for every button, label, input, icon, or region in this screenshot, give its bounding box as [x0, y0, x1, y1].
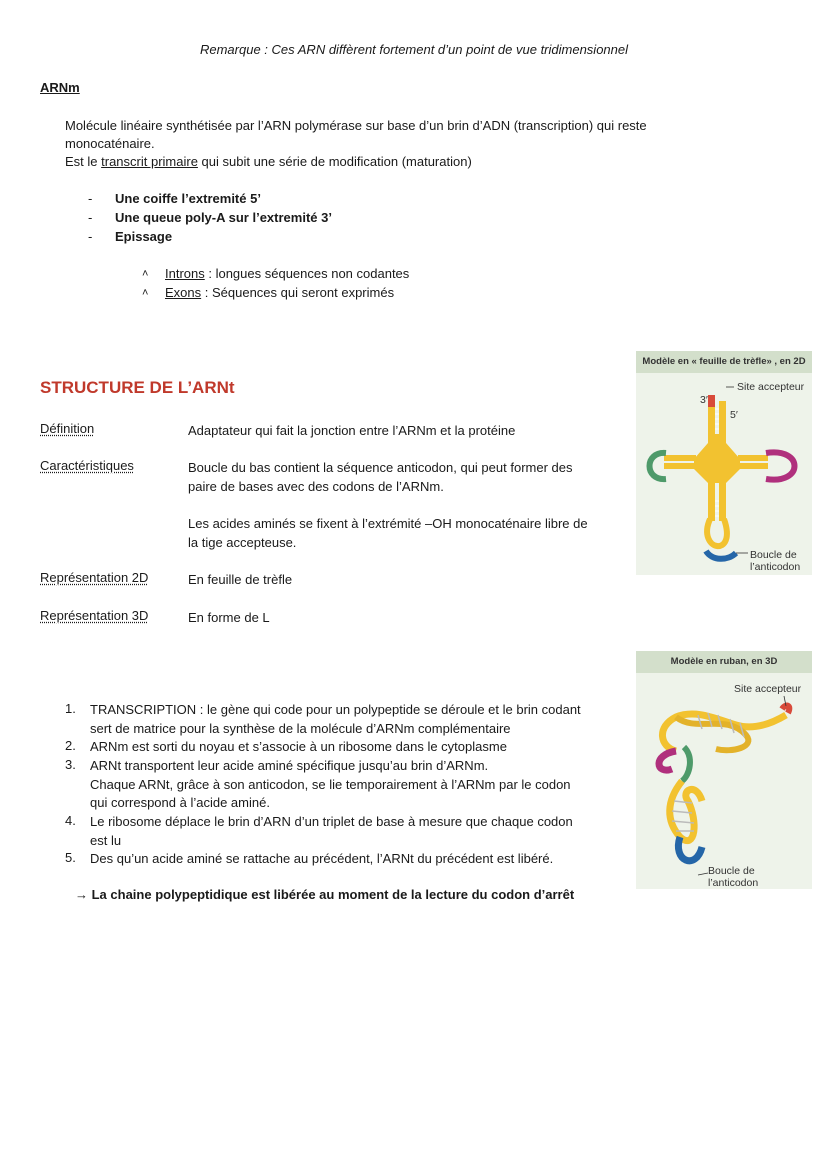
- right-arm-stem-bottom: [738, 463, 768, 469]
- step-number: 1.: [65, 701, 76, 716]
- prime-5-label: 5′: [730, 409, 738, 421]
- loop-label-line1: Boucle de: [750, 549, 797, 561]
- central-junction: [694, 434, 740, 483]
- step5-line1: Des qu’un acide aminé se rattache au précédent, l’ARNt du précédent est libéré.: [90, 851, 554, 866]
- caract-line2: paire de bases avec des codons de l’ARNm.: [188, 479, 444, 494]
- step1-line2: sert de matrice pour la synthèse de la molécule d’ARNm complémentaire: [90, 721, 511, 736]
- loop-label-line2: l’anticodon: [750, 561, 801, 573]
- ribbon-acceptor-site: [782, 706, 789, 713]
- caract-line3: Les acides aminés se fixent à l’extrémité –OH monocaténaire libre de: [188, 516, 588, 531]
- left-arm-stem-bottom: [664, 463, 696, 469]
- site-accepteur-label: Site accepteur: [737, 381, 805, 393]
- introns-desc: : longues séquences non codantes: [204, 266, 410, 281]
- line3-pre: Est le: [65, 154, 102, 169]
- step-number: 2.: [65, 738, 76, 753]
- left-arm-stem-top: [664, 455, 696, 461]
- bullet-queue: Une queue poly-A sur l’extremité 3’: [115, 210, 332, 225]
- figure-ribbon-3d: [636, 651, 812, 889]
- transcrit-primaire: transcrit primaire: [101, 154, 198, 169]
- bullet-dash: -: [88, 210, 93, 225]
- term-representation-3d: Représentation 3D: [40, 608, 149, 623]
- representation-3d-text: En forme de L: [188, 610, 270, 625]
- remark-line: Remarque : Ces ARN diffèrent fortement d’un point de vue tridimensionnel: [199, 42, 629, 57]
- step-number: 3.: [65, 757, 76, 772]
- definition-text: Adaptateur qui fait la jonction entre l’ARNm et la protéine: [188, 423, 516, 438]
- step3-line3: qui correspond à l’acide aminé.: [90, 795, 270, 810]
- arnm-definition-line3: [65, 153, 472, 172]
- triangle-bullet-icon: ˄: [142, 287, 149, 299]
- anticodon-loop: [707, 519, 727, 546]
- loop-label-line2: l’anticodon: [708, 877, 759, 889]
- caract-line1: Boucle du bas contient la séquence anticodon, qui peut former des: [188, 460, 573, 475]
- ribbon-green-loop: [682, 747, 690, 781]
- step2-line1: ARNm est sorti du noyau et s’associe à un ribosome dans le cytoplasme: [90, 739, 507, 754]
- term-caracteristiques: Caractéristiques: [40, 458, 134, 473]
- step4-line2: est lu: [90, 833, 122, 848]
- introns-term: Introns: [165, 266, 205, 281]
- figure-2d-title: Modèle en « feuille de trèfle» , en 2D: [636, 351, 812, 373]
- bullet-coiffe: Une coiffe l’extremité 5’: [115, 191, 261, 206]
- prime-3-label: 3′: [700, 394, 708, 406]
- figure-3d-title: Modèle en ruban, en 3D: [636, 651, 812, 673]
- anticodon-triplet: [706, 551, 736, 559]
- structure-title: STRUCTURE DE L’ARNt: [40, 378, 235, 397]
- term-representation-2d: Représentation 2D: [40, 570, 149, 585]
- bullet-dash: -: [88, 229, 93, 244]
- introns-line: [165, 266, 409, 281]
- step1-line1: TRANSCRIPTION : le gène qui code pour un polypeptide se déroule et le brin codant: [90, 702, 581, 717]
- exons-desc: : Séquences qui seront exprimés: [201, 285, 395, 300]
- left-loop: [650, 453, 667, 479]
- exons-line: [165, 285, 394, 300]
- arnm-definition-line1: Molécule linéaire synthétisée par l’ARN polymérase sur base d’un brin d’ADN (transcription) qui reste: [65, 118, 647, 133]
- site-accepteur-label: Site accepteur: [734, 683, 802, 695]
- bullet-dash: -: [88, 191, 93, 206]
- representation-2d-text: En feuille de trèfle: [188, 572, 293, 587]
- step-number: 4.: [65, 813, 76, 828]
- bottom-stem-right: [719, 481, 726, 521]
- conclusion-line: → La chaine polypeptidique est libérée au moment de la lecture du codon d’arrêt: [75, 887, 575, 902]
- acceptor-stem-right: [719, 401, 726, 434]
- triangle-bullet-icon: ˄: [142, 268, 149, 280]
- step4-line1: Le ribosome déplace le brin d’ARN d’un triplet de base à mesure que chaque codon: [90, 814, 573, 829]
- bullet-epissage: Epissage: [115, 229, 173, 244]
- step3-line2: Chaque ARNt, grâce à son anticodon, se lie temporairement à l’ARNm par le codon: [90, 777, 571, 792]
- ribbon-magenta-loop: [659, 751, 676, 770]
- right-loop: [766, 452, 795, 479]
- arnm-heading: ARNm: [40, 80, 80, 95]
- bottom-stem-left: [708, 481, 715, 521]
- right-arm-stem-top: [738, 455, 768, 461]
- acceptor-site: [708, 395, 715, 407]
- figure-cloverleaf-2d: [636, 351, 812, 575]
- loop-label-line1: Boucle de: [708, 865, 755, 877]
- step-number: 5.: [65, 850, 76, 865]
- caract-line4: la tige accepteuse.: [188, 535, 297, 550]
- arnm-definition-line2: monocaténaire.: [65, 136, 155, 151]
- line3-post: qui subit une série de modification (maturation): [197, 154, 472, 169]
- exons-term: Exons: [165, 285, 202, 300]
- step3-line1: ARNt transportent leur acide aminé spécifique jusqu’au brin d’ARNm.: [90, 758, 489, 773]
- term-definition: Définition: [40, 421, 95, 436]
